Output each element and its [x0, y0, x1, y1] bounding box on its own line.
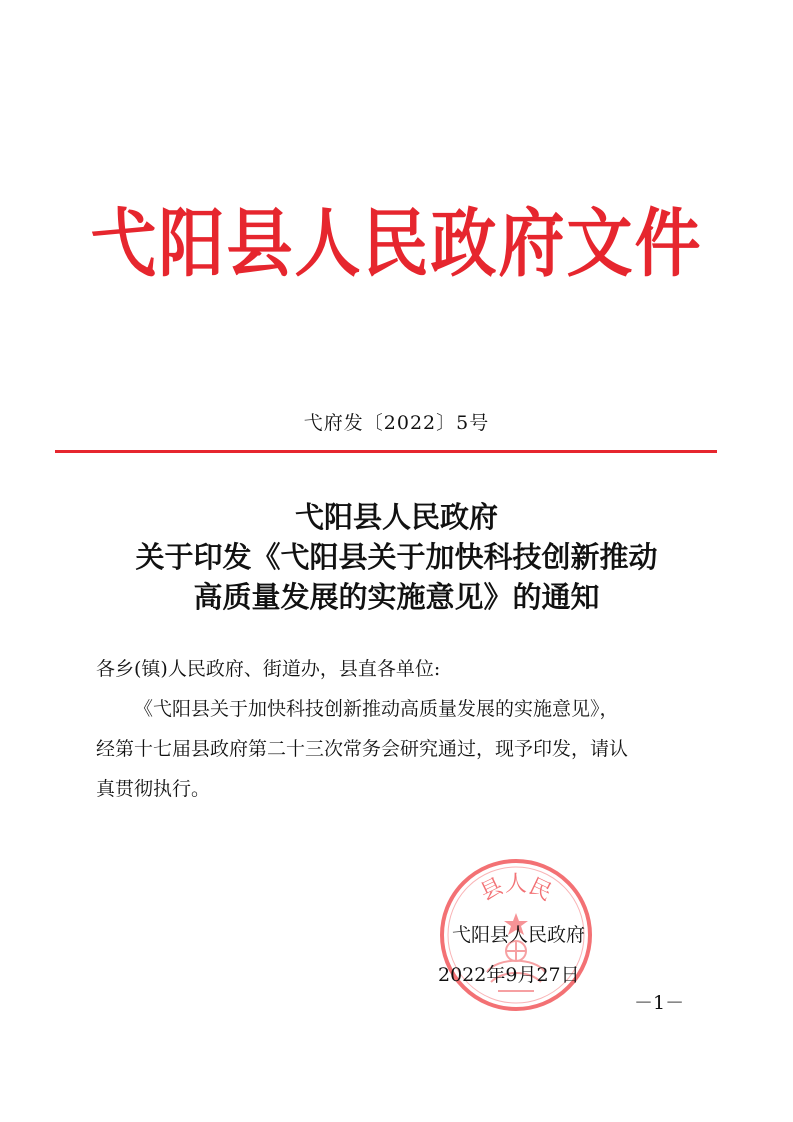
document-title-line: 高质量发展的实施意见》的通知: [193, 580, 600, 614]
red-divider-line: [55, 450, 717, 453]
seal-text: 县人民: [476, 872, 556, 907]
document-title-line: 关于印发《弋阳县关于加快科技创新推动: [135, 540, 658, 574]
signing-organization: 弋阳县人民政府: [452, 924, 586, 946]
document-number: 弋府发〔2022〕5号: [303, 412, 490, 434]
document-header-title: 弋阳县人民政府文件: [90, 199, 703, 287]
body-line: 真贯彻执行。: [96, 778, 211, 800]
recipient-line: 各乡(镇)人民政府、街道办，县直各单位:: [96, 658, 441, 680]
document-title: [0, 497, 793, 617]
body-paragraph: [96, 689, 696, 809]
signing-date: 2022年9月27日: [438, 964, 580, 986]
page-number: －1－: [634, 992, 685, 1014]
document-title-line: 弋阳县人民政府: [294, 500, 498, 534]
body-line: 经第十七届县政府第二十三次常务会研究通过，现予印发，请认: [96, 738, 629, 760]
body-line: 《弋阳县关于加快科技创新推动高质量发展的实施意见》，: [134, 698, 619, 720]
